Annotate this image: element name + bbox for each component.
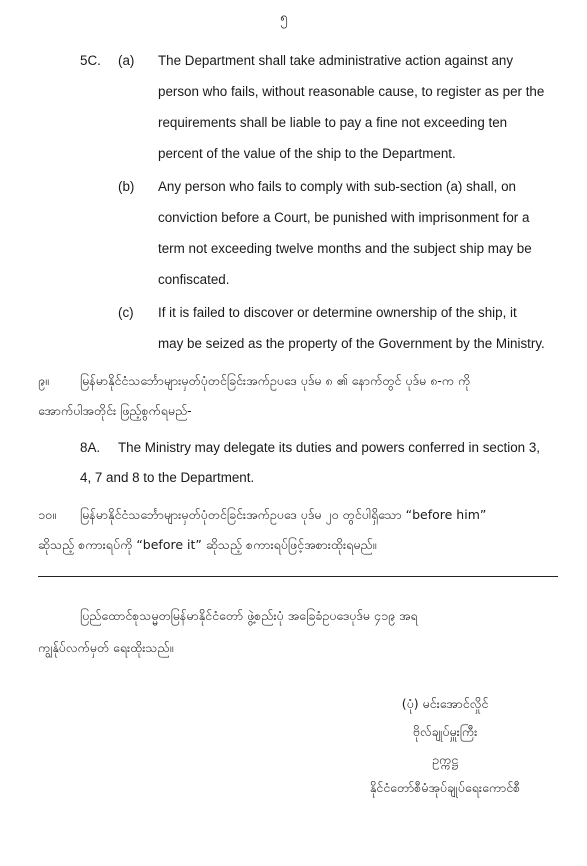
enactment-line: ပြည်ထောင်စုသမ္မတမြန်မာနိုင်ငံတော် ဖွဲ့စည်းပုံ အခြေခံဥပဒေပုဒ်မ ၄၁၉ အရ: [80, 608, 418, 623]
enactment-text: [80, 600, 555, 631]
subsection-a-line: person who fails, without reasonable cause, to register as per the: [158, 84, 545, 99]
subsection-b-line: conviction before a Court, be punished with imprisonment for a: [158, 210, 530, 225]
subsection-a-line: The Department shall take administrative action against any: [158, 53, 514, 68]
subsection-b-line: confiscated.: [158, 272, 230, 287]
signatory-body: နိုင်ငံတော်စီမံအုပ်ချုပ်ရေးကောင်စီ: [369, 780, 521, 795]
section-5c-label: 5C.: [80, 53, 101, 68]
subsection-a-text: [158, 45, 550, 169]
signatory-name: (ပုံ) မင်းအောင်လှိုင်: [401, 696, 489, 711]
subsection-b-line: Any person who fails to comply with sub-section (a) shall, on: [158, 179, 516, 194]
para-10-line: ဆိုသည့် စကားရပ်ကို “before it” ဆိုသည့် စကားရပ်ဖြင့်အစားထိုးရမည်။: [38, 537, 377, 552]
section-8a-text-continuation: [80, 462, 550, 493]
subsection-c-text: [158, 297, 550, 359]
subsection-b-text: [158, 171, 550, 295]
subsection-c-line: may be seized as the property of the Government by the Ministry.: [158, 336, 545, 351]
subsection-a-label: (a): [118, 53, 135, 68]
page-number: ၅: [280, 10, 288, 26]
section-8a-text-first: [118, 432, 558, 463]
para-9-line: အောက်ပါအတိုင်း ဖြည့်စွက်ရမည်-: [38, 403, 192, 418]
para-9-text: [80, 365, 555, 396]
para-10-text: [80, 499, 560, 530]
section-8a-line: The Ministry may delegate its duties and powers conferred in section 3,: [118, 440, 541, 455]
signature-block: [330, 690, 560, 802]
subsection-a-line: percent of the value of the ship to the Department.: [158, 146, 456, 161]
para-10-continuation: [38, 529, 555, 560]
para-10-line: မြန်မာနိုင်ငံသင်္ဘောများမှတ်ပုံတင်ခြင်းအက်ဥပဒေ ပုဒ်မ ၂၀ တွင်ပါရှိသော “before him”: [80, 507, 487, 522]
signatory-rank: ဗိုလ်ချုပ်မှူးကြီး: [412, 724, 478, 739]
para-9-line: မြန်မာနိုင်ငံသင်္ဘောများမှတ်ပုံတင်ခြင်းအက်ဥပဒေ ပုဒ်မ ၈ ၏ နောက်တွင် ပုဒ်မ ၈-က ကို: [80, 373, 471, 388]
para-9-number: ၉။: [38, 373, 49, 388]
subsection-a-line: requirements shall be liable to pay a fine not exceeding ten: [158, 115, 508, 130]
enactment-continuation: [38, 632, 555, 663]
subsection-b-line: term not exceeding twelve months and the subject ship may be: [158, 241, 532, 256]
section-8a-line: 4, 7 and 8 to the Department.: [80, 470, 255, 485]
section-8a-label: 8A.: [80, 440, 101, 455]
subsection-b-label: (b): [118, 179, 135, 194]
para-10-number: ၁၀။: [38, 507, 56, 522]
para-9-continuation: [38, 395, 555, 426]
section-divider: [38, 576, 558, 577]
subsection-c-label: (c): [118, 305, 134, 320]
signatory-role: ဥက္ကဋ္ဌ: [432, 752, 458, 767]
subsection-c-line: If it is failed to discover or determine ownership of the ship, it: [158, 305, 517, 320]
enactment-line: ကျွန်ုပ်လက်မှတ် ရေးထိုးသည်။: [38, 640, 174, 655]
